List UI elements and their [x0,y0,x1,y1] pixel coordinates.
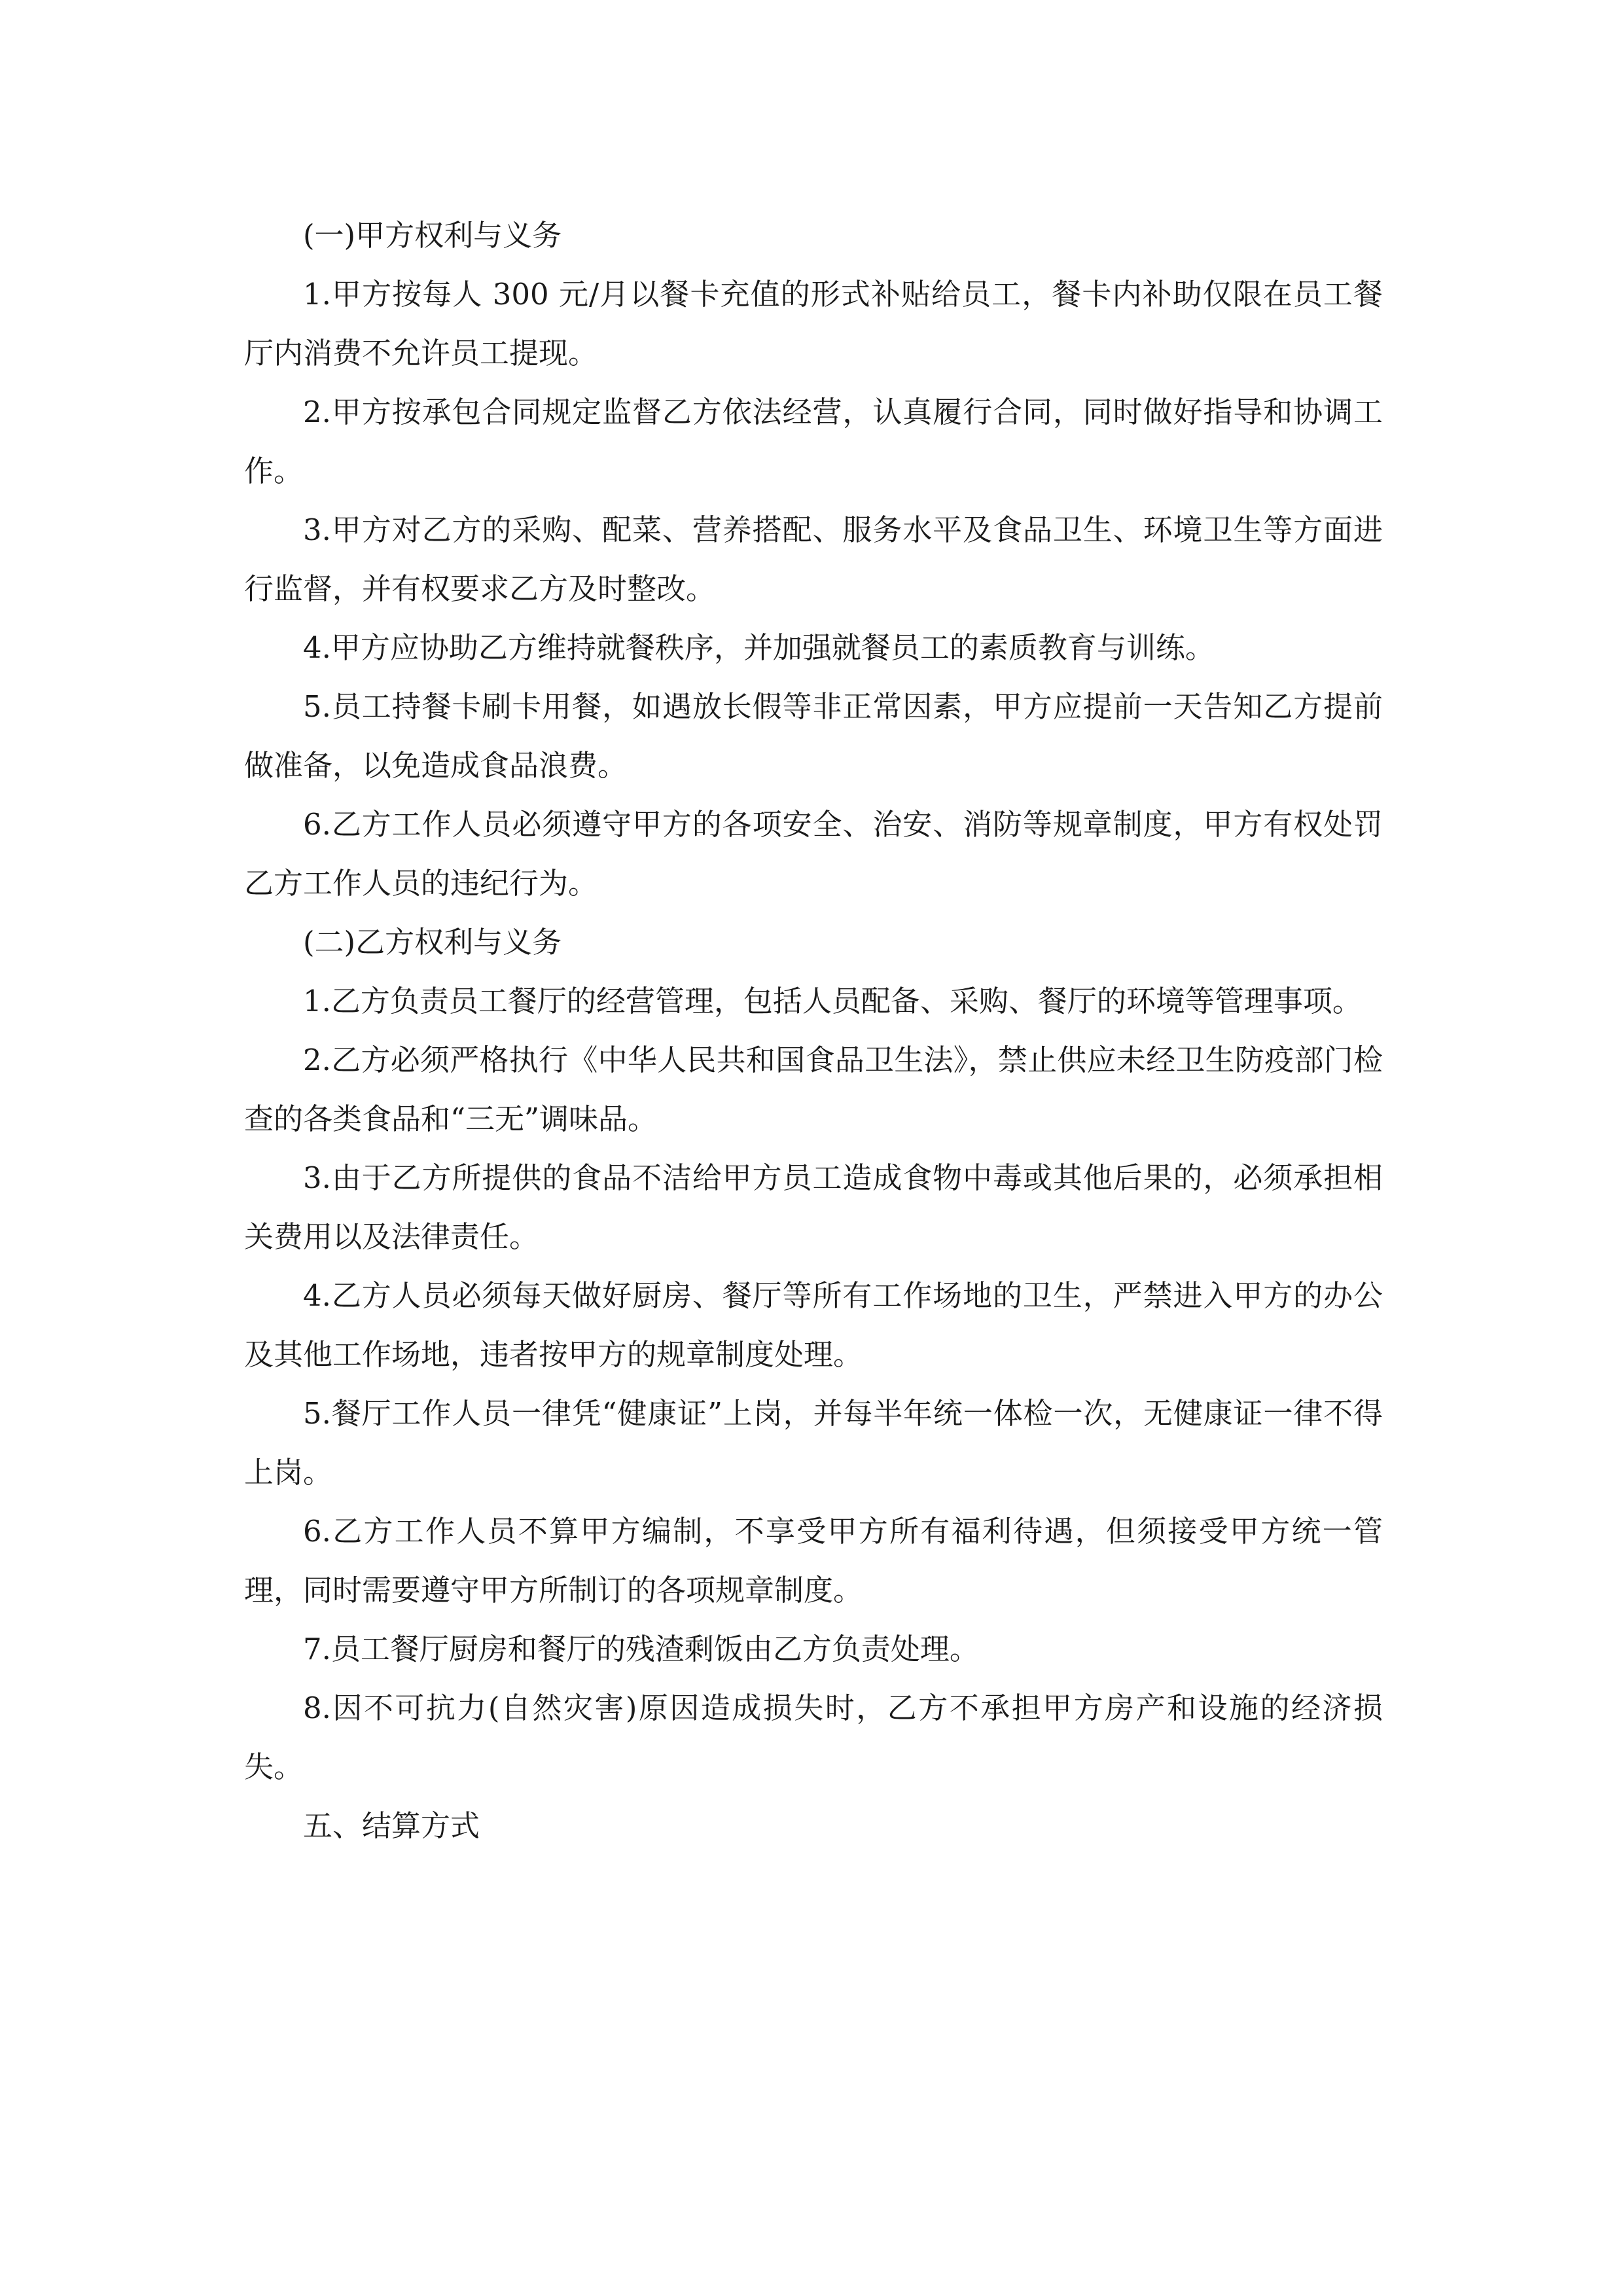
section-heading-settlement: 五、结算方式 [303,1808,480,1843]
section-heading-party-a: (一)甲方权利与义务 [303,218,562,253]
clause-a-5: 5.员工持餐卡刷卡用餐，如遇放长假等非正常因素，甲方应提前一天告知乙方提前做准备，以免造成食品浪费。 [244,689,1383,783]
clause-a-4: 4.甲方应协助乙方维持就餐秩序，并加强就餐员工的素质教育与训练。 [303,630,1215,665]
clause-a-2: 2.甲方按承包合同规定监督乙方依法经营，认真履行合同，同时做好指导和协调工作。 [244,395,1383,488]
clause-b-8: 8.因不可抗力(自然灾害)原因造成损失时，乙方不承担甲方房产和设施的经济损失。 [244,1691,1383,1784]
section-heading-party-b: (二)乙方权利与义务 [303,925,562,960]
clause-a-6: 6.乙方工作人员必须遵守甲方的各项安全、治安、消防等规章制度，甲方有权处罚乙方工作人员的违纪行为。 [244,807,1383,901]
clause-b-4: 4.乙方人员必须每天做好厨房、餐厅等所有工作场地的卫生，严禁进入甲方的办公及其他工作场地，违者按甲方的规章制度处理。 [244,1278,1383,1372]
document-body [244,206,1383,1856]
clause-a-1: 1.甲方按每人 300 元/月以餐卡充值的形式补贴给员工，餐卡内补助仅限在员工餐厅内消费不允许员工提现。 [244,277,1383,370]
clause-b-7: 7.员工餐厅厨房和餐厅的残渣剩饭由乙方负责处理。 [303,1632,979,1666]
clause-b-3: 3.由于乙方所提供的食品不洁给甲方员工造成食物中毒或其他后果的，必须承担相关费用以及法律责任。 [244,1160,1383,1254]
clause-b-6: 6.乙方工作人员不算甲方编制，不享受甲方所有福利待遇，但须接受甲方统一管理，同时需要遵守甲方所制订的各项规章制度。 [244,1514,1383,1607]
clause-b-2: 2.乙方必须严格执行《中华人民共和国食品卫生法》，禁止供应未经卫生防疫部门检查的各类食品和“三无”调味品。 [244,1043,1383,1136]
clause-a-3: 3.甲方对乙方的采购、配菜、营养搭配、服务水平及食品卫生、环境卫生等方面进行监督，并有权要求乙方及时整改。 [244,512,1383,606]
clause-b-1: 1.乙方负责员工餐厅的经营管理，包括人员配备、采购、餐厅的环境等管理事项。 [303,984,1362,1018]
clause-b-5: 5.餐厅工作人员一律凭“健康证”上岗，并每半年统一体检一次，无健康证一律不得上岗。 [244,1396,1383,1490]
